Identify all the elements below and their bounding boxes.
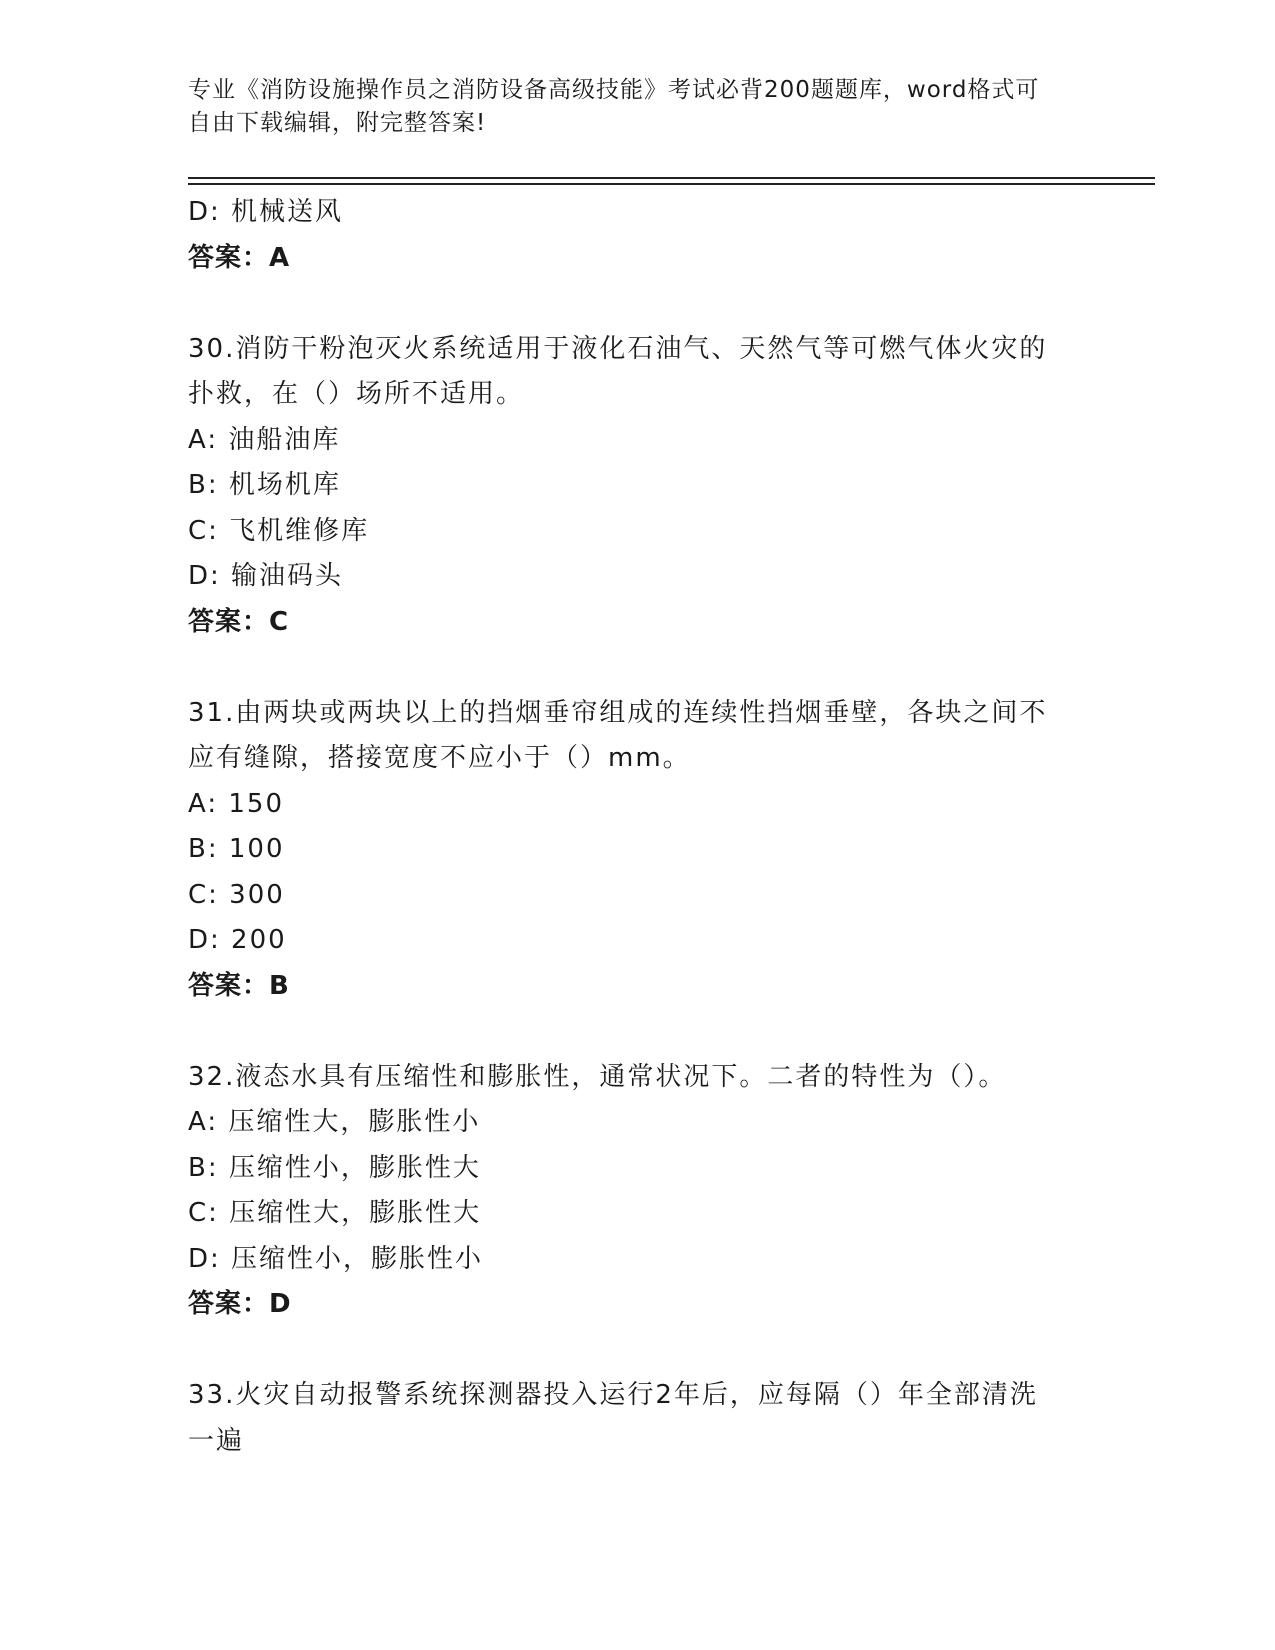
prev-answer: 答案：A <box>188 242 291 273</box>
spacer <box>188 281 1088 327</box>
prev-option-d: D: 机械送风 <box>188 197 344 227</box>
header-divider-bottom <box>188 183 1155 185</box>
option-c: C: 压缩性大，膨胀性大 <box>188 1198 482 1228</box>
page-header <box>188 74 1088 140</box>
spacer <box>188 1009 1088 1055</box>
question-text-line-1: 33.火灾自动报警系统探测器投入运行2年后，应每隔（）年全部清洗 <box>188 1380 1038 1410</box>
question-text-line-2: 一遍 <box>188 1425 245 1456</box>
option-c: C: 300 <box>188 879 285 910</box>
option-d: D: 200 <box>188 925 287 955</box>
option-b: B: 100 <box>188 834 285 864</box>
option-a: A: 150 <box>188 788 284 819</box>
answer: 答案：D <box>188 1289 292 1319</box>
question-text-line-2: 扑救，在（）场所不适用。 <box>188 379 525 409</box>
option-d: D: 压缩性小，膨胀性小 <box>188 1243 484 1274</box>
header-line-1: 专业《消防设施操作员之消防设备高级技能》考试必背200题题库，word格式可 <box>188 77 1040 103</box>
spacer <box>188 1328 1088 1374</box>
question-31 <box>188 691 1088 1010</box>
question-text-line-2: 应有缝隙，搭接宽度不应小于（）mm。 <box>188 743 691 773</box>
option-b: B: 压缩性小，膨胀性大 <box>188 1152 481 1183</box>
header-line-2: 自由下载编辑，附完整答案! <box>188 110 487 136</box>
question-text-line-1: 31.由两块或两块以上的挡烟垂帘组成的连续性挡烟垂壁，各块之间不 <box>188 697 1048 728</box>
answer: 答案：C <box>188 606 290 637</box>
spacer <box>188 645 1088 691</box>
option-b: B: 机场机库 <box>188 470 341 500</box>
question-text-line-1: 30.消防干粉泡灭火系统适用于液化石油气、天然气等可燃气体火灾的 <box>188 333 1048 364</box>
question-33 <box>188 1373 1088 1464</box>
question-30 <box>188 327 1088 646</box>
answer: 答案：B <box>188 970 290 1001</box>
header-divider-top <box>188 177 1155 179</box>
question-list <box>188 190 1088 1464</box>
option-a: A: 压缩性大，膨胀性小 <box>188 1107 481 1137</box>
option-d: D: 输油码头 <box>188 561 344 591</box>
question-text-line-1: 32.液态水具有压缩性和膨胀性，通常状况下。二者的特性为（）。 <box>188 1061 1007 1092</box>
option-a: A: 油船油库 <box>188 424 341 455</box>
option-c: C: 飞机维修库 <box>188 515 370 546</box>
question-32 <box>188 1055 1088 1328</box>
